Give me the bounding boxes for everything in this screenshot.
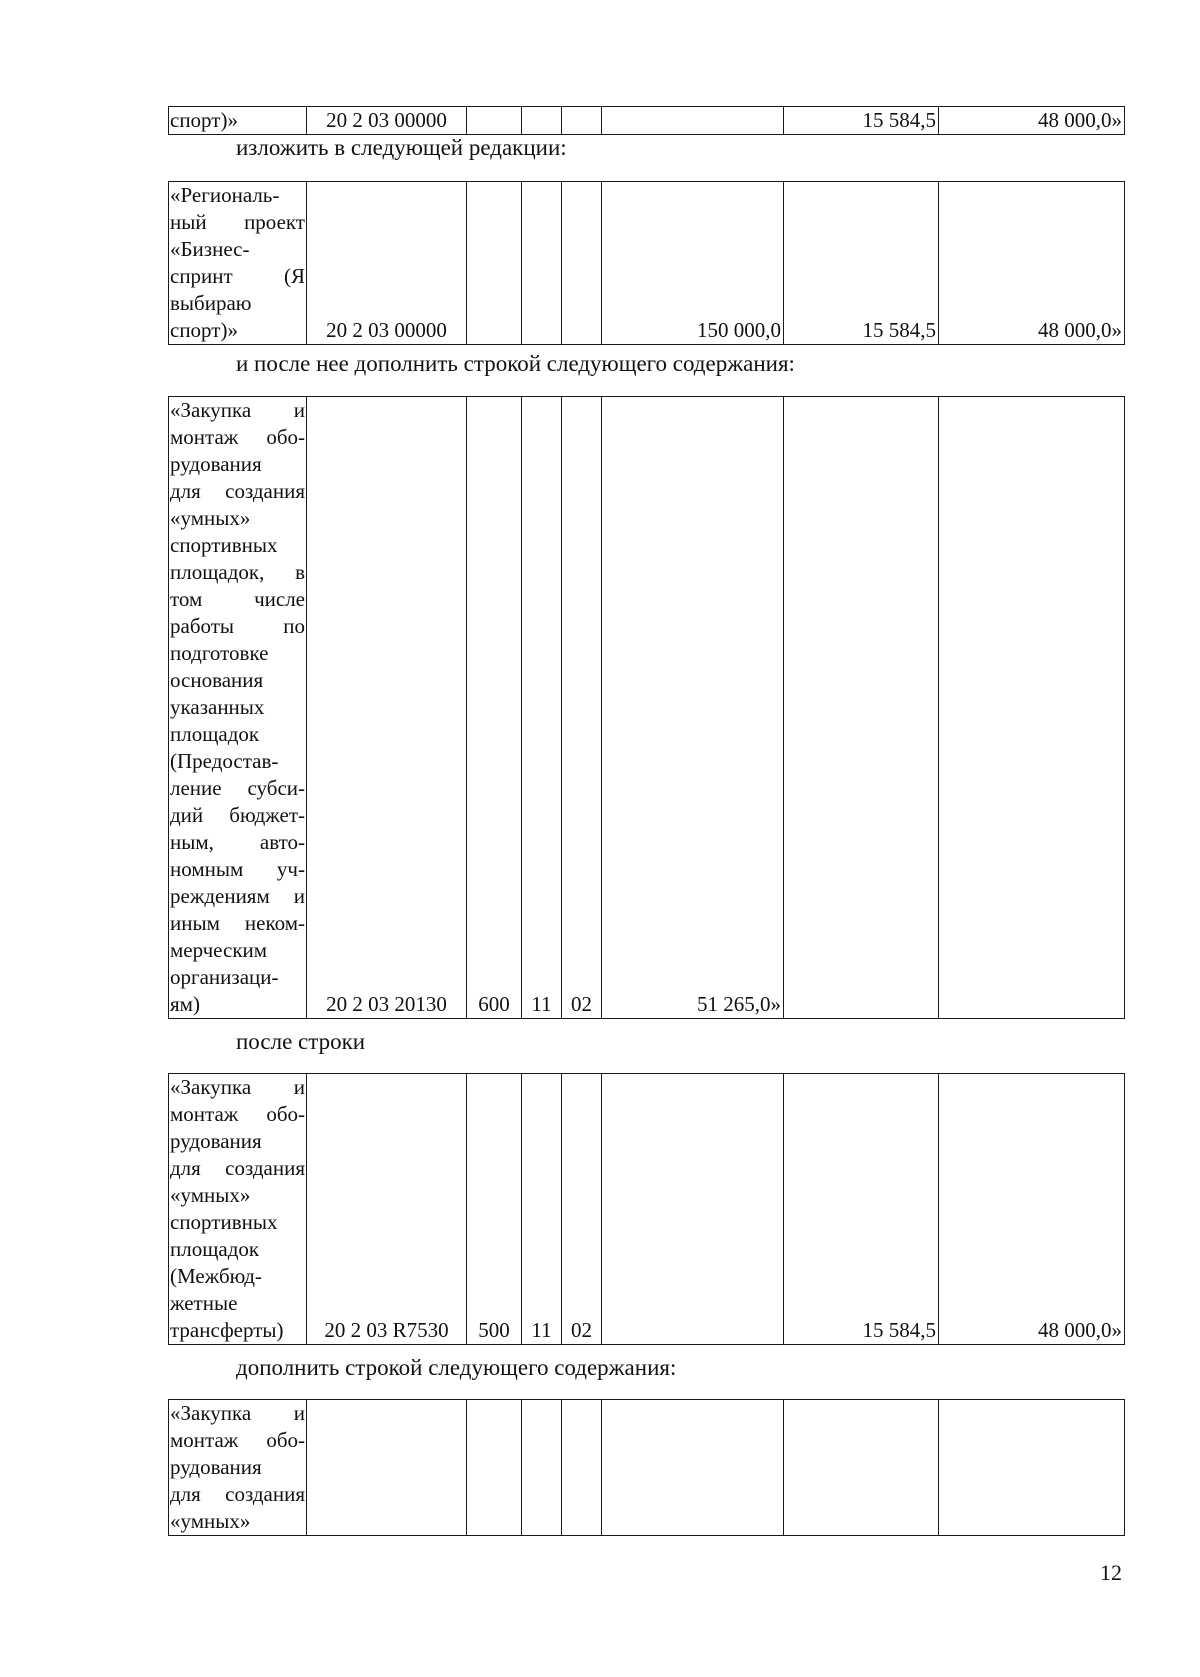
row-name-line: для создания bbox=[170, 479, 305, 503]
table-row bbox=[169, 182, 1125, 345]
section-code bbox=[522, 1400, 562, 1536]
budget-table-4 bbox=[168, 1073, 1125, 1345]
classification-code bbox=[307, 1400, 467, 1536]
amount-3 bbox=[939, 1400, 1125, 1536]
row-name-line: «умных» bbox=[170, 1509, 251, 1533]
row-name-line: монтаж обо- bbox=[170, 1428, 305, 1452]
row-name-line: «умных» bbox=[170, 506, 251, 530]
row-name-line: площадок bbox=[170, 1237, 260, 1261]
amount-2: 15 584,5 bbox=[784, 182, 939, 345]
row-name-line: дий бюджет- bbox=[170, 803, 305, 827]
row-name-line: выбираю bbox=[170, 291, 252, 315]
row-name-line: иным неком- bbox=[170, 911, 305, 935]
row-name-cell bbox=[169, 1074, 307, 1345]
amount-3 bbox=[939, 397, 1125, 1019]
classification-code: 20 2 03 00000 bbox=[307, 107, 467, 135]
table-row bbox=[169, 1074, 1125, 1345]
page-number: 12 bbox=[1100, 1560, 1122, 1585]
row-name-line: организаци- bbox=[170, 965, 279, 989]
budget-table-1 bbox=[168, 106, 1125, 135]
instruction-caption: после строки bbox=[236, 1029, 366, 1054]
row-name-cell bbox=[169, 1400, 307, 1536]
amount-3: 48 000,0» bbox=[939, 107, 1125, 135]
row-name-line: для создания bbox=[170, 1156, 305, 1180]
section-code bbox=[522, 107, 562, 135]
budget-table-5 bbox=[168, 1399, 1125, 1536]
expense-type bbox=[467, 1400, 522, 1536]
row-name-line: спринт (Я bbox=[170, 264, 305, 288]
subsection-code bbox=[562, 182, 602, 345]
section-code: 11 bbox=[522, 397, 562, 1019]
row-name-line: рудования bbox=[170, 1129, 262, 1153]
row-name-line: рудования bbox=[170, 1455, 262, 1479]
row-name-line: «Бизнес- bbox=[170, 237, 250, 261]
amount-1 bbox=[602, 1074, 784, 1345]
instruction-caption: и после нее дополнить строкой следующего содержания: bbox=[236, 351, 795, 376]
row-name-cell bbox=[169, 182, 307, 345]
row-name-line: мерческим bbox=[170, 938, 268, 962]
row-name-cell bbox=[169, 397, 307, 1019]
budget-table-2 bbox=[168, 181, 1125, 345]
amount-1: 150 000,0 bbox=[602, 182, 784, 345]
row-name-line: площадок, в bbox=[170, 560, 305, 584]
row-name-cell bbox=[169, 107, 307, 135]
row-name-line: (Предостав- bbox=[170, 749, 279, 773]
row-name-line: монтаж обо- bbox=[170, 425, 305, 449]
row-name-line: трансферты) bbox=[170, 1318, 284, 1342]
amount-2: 15 584,5 bbox=[784, 107, 939, 135]
row-name-line: подготовке bbox=[170, 641, 269, 665]
row-name-line: монтаж обо- bbox=[170, 1102, 305, 1126]
row-name-line: «Закупка и bbox=[170, 1401, 305, 1425]
row-name-line: указанных bbox=[170, 695, 265, 719]
row-name-line: ям) bbox=[170, 992, 200, 1016]
row-name-line: ление субси- bbox=[170, 776, 305, 800]
row-name-line: ным, авто- bbox=[170, 830, 305, 854]
row-name-line: «Региональ- bbox=[170, 183, 280, 207]
table-row bbox=[169, 397, 1125, 1019]
row-name-line: спортивных bbox=[170, 533, 278, 557]
row-name-line: «умных» bbox=[170, 1183, 251, 1207]
table-row bbox=[169, 107, 1125, 135]
section-code bbox=[522, 182, 562, 345]
classification-code: 20 2 03 00000 bbox=[307, 182, 467, 345]
row-name-line: спорт)» bbox=[170, 108, 238, 132]
row-name-line: номным уч- bbox=[170, 857, 305, 881]
expense-type bbox=[467, 107, 522, 135]
amount-1 bbox=[602, 107, 784, 135]
row-name-line: «Закупка и bbox=[170, 1075, 305, 1099]
amount-1 bbox=[602, 1400, 784, 1536]
row-name-line: основания bbox=[170, 668, 264, 692]
row-name-line: рудования bbox=[170, 452, 262, 476]
amount-2: 15 584,5 bbox=[784, 1074, 939, 1345]
expense-type: 600 bbox=[467, 397, 522, 1019]
row-name-line: ный проект bbox=[170, 210, 305, 234]
amount-3: 48 000,0» bbox=[939, 182, 1125, 345]
subsection-code: 02 bbox=[562, 397, 602, 1019]
row-name-line: (Межбюд- bbox=[170, 1264, 262, 1288]
subsection-code bbox=[562, 1400, 602, 1536]
row-name-line: спортивных bbox=[170, 1210, 278, 1234]
row-name-line: «Закупка и bbox=[170, 398, 305, 422]
expense-type bbox=[467, 182, 522, 345]
table-row bbox=[169, 1400, 1125, 1536]
row-name-line: спорт)» bbox=[170, 318, 238, 342]
subsection-code: 02 bbox=[562, 1074, 602, 1345]
row-name-line: для создания bbox=[170, 1482, 305, 1506]
classification-code: 20 2 03 20130 bbox=[307, 397, 467, 1019]
amount-1: 51 265,0» bbox=[602, 397, 784, 1019]
amount-3: 48 000,0» bbox=[939, 1074, 1125, 1345]
row-name-line: жетные bbox=[170, 1291, 238, 1315]
section-code: 11 bbox=[522, 1074, 562, 1345]
subsection-code bbox=[562, 107, 602, 135]
amount-2 bbox=[784, 397, 939, 1019]
row-name-line: реждениям и bbox=[170, 884, 305, 908]
expense-type: 500 bbox=[467, 1074, 522, 1345]
budget-table-3 bbox=[168, 396, 1125, 1019]
classification-code: 20 2 03 R7530 bbox=[307, 1074, 467, 1345]
row-name-line: площадок bbox=[170, 722, 260, 746]
row-name-line: работы по bbox=[170, 614, 305, 638]
instruction-caption: дополнить строкой следующего содержания: bbox=[236, 1355, 677, 1380]
row-name-line: том числе bbox=[170, 587, 305, 611]
instruction-caption: изложить в следующей редакции: bbox=[236, 135, 567, 160]
amount-2 bbox=[784, 1400, 939, 1536]
